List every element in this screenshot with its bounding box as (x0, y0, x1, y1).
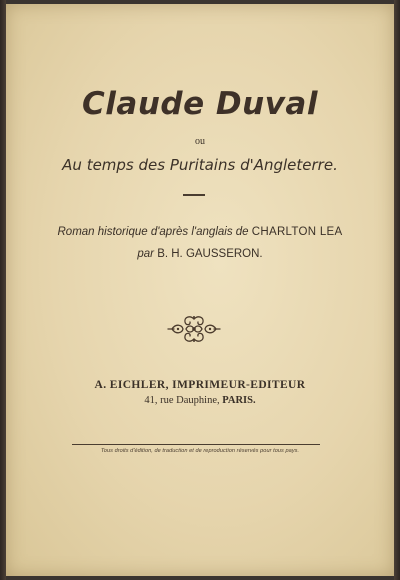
title-connector: ou (195, 136, 205, 147)
title-page (6, 4, 394, 576)
floral-vignette-icon (166, 313, 222, 345)
byline-prefix: Roman historique d'après l'anglais de (57, 226, 249, 238)
footer-rule (72, 444, 320, 445)
translator-prefix: par (137, 248, 154, 260)
byline-author-line (6, 226, 394, 238)
rights-notice: Tous droits d'édition, de traduction et de reproduction réservés pour tous pays. (100, 448, 300, 454)
book-title: Claude Duval (82, 86, 318, 122)
publisher-city: PARIS. (222, 395, 256, 406)
book-edge-shadow-right (394, 0, 400, 580)
publisher-address (6, 395, 394, 406)
byline-translator-line (6, 248, 394, 260)
publisher-name: A. EICHLER, IMPRIMEUR-EDITEUR (94, 379, 306, 391)
translator-name: B. H. GAUSSERON. (157, 248, 263, 260)
separator-rule (183, 194, 205, 196)
book-subtitle: Au temps des Puritains d'Angleterre. (62, 156, 338, 174)
publisher-street: 41, rue Dauphine, (144, 395, 220, 406)
author-name: CHARLTON LEA (251, 226, 343, 238)
